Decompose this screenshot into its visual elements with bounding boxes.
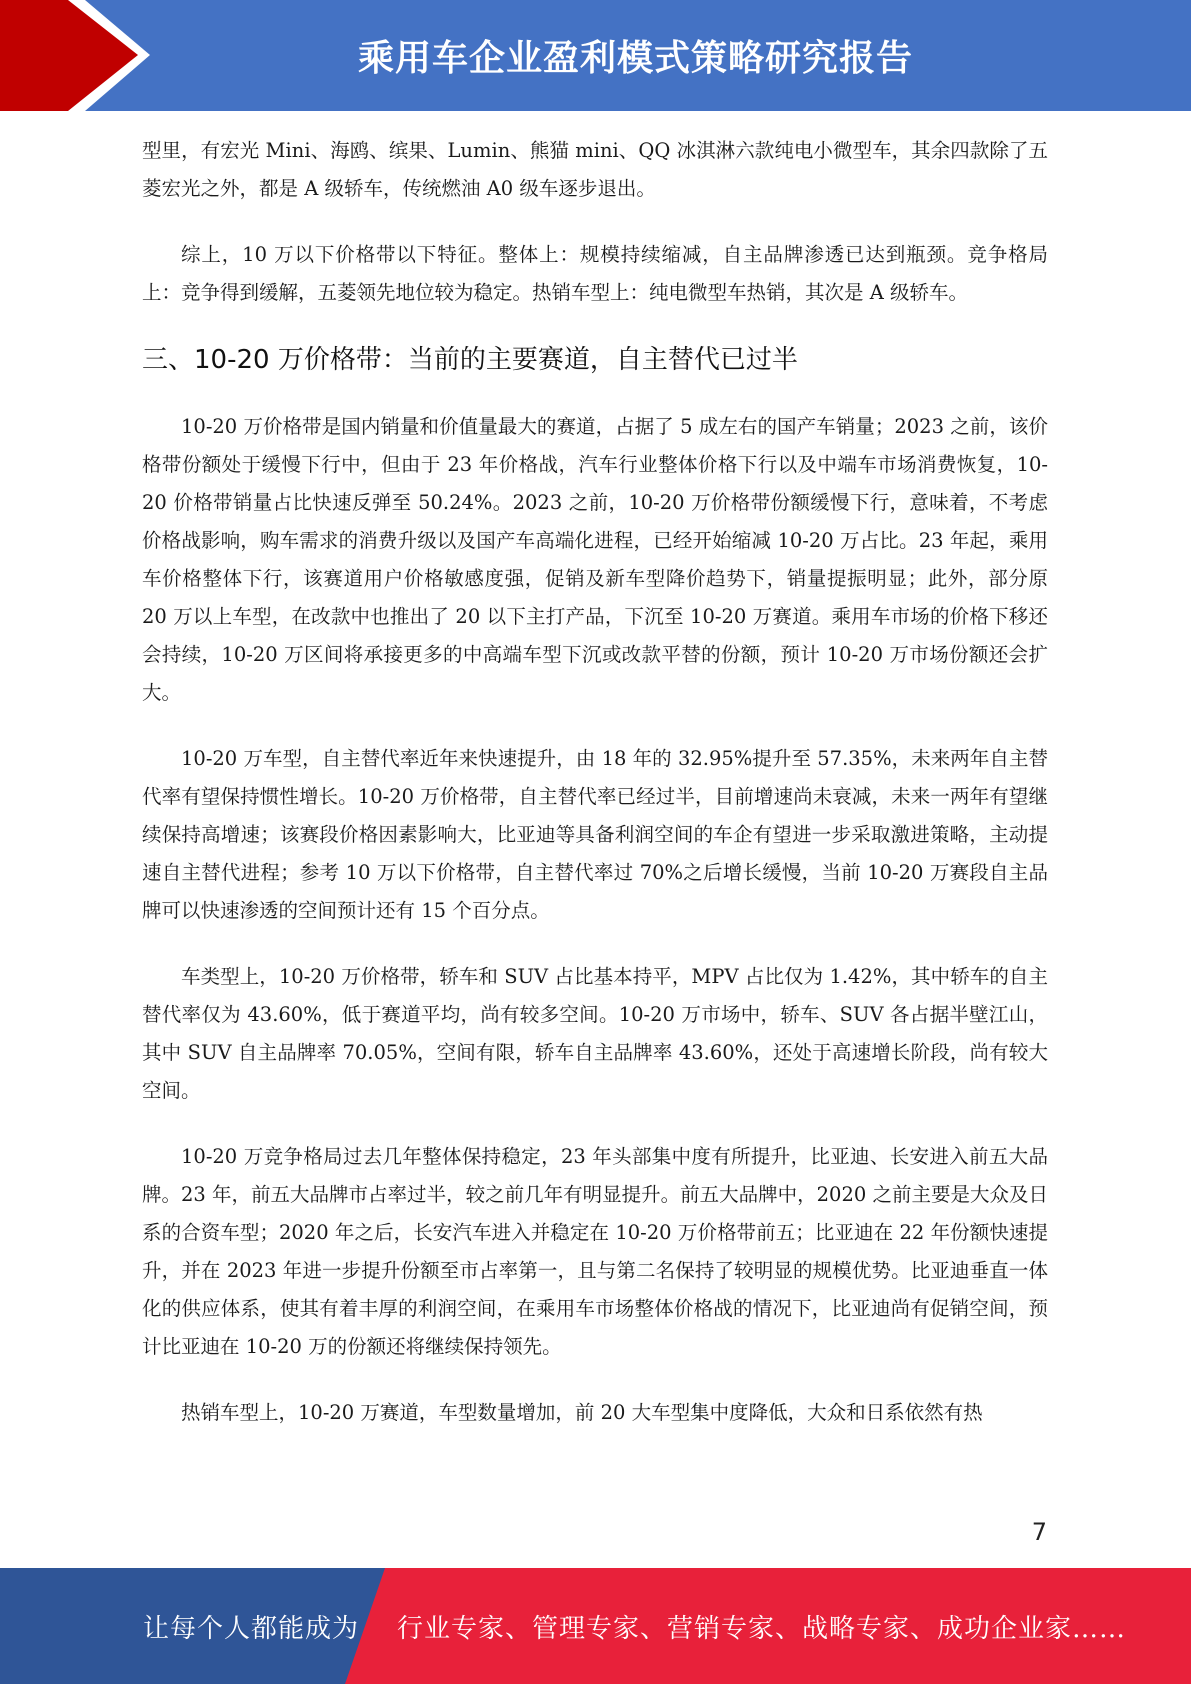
page-number: 7 — [1031, 1518, 1047, 1546]
footer-slogan-right: 行业专家、管理专家、营销专家、战略专家、成功企业家…… — [397, 1613, 1127, 1644]
paragraph-continued: 型里，有宏光 Mini、海鸥、缤果、Lumin、熊猫 mini、QQ 冰淇淋六款纯电小微型车，其余四款除了五菱宏光之外，都是 A 级轿车，传统燃油 A0 级车逐步退出。 — [142, 139, 1048, 200]
paragraph-competition: 10-20 万竞争格局过去几年整体保持稳定，23 年头部集中度有所提升，比亚迪、长安进入前五大品牌。23 年，前五大品牌市占率过半，较之前几年有明显提升。前五大品牌中，2020 之前主要是大众及日系的合资车型；2020 年之后，长安汽车进入并稳定在 10-20 万价格带前五；比亚迪在 22 年份额快速提升，并在 2023 年进一步提升份额至市占率第一，且与第二名保持了较明显的规模优势。比亚迪垂直一体化的供应体系，使其有着丰厚的利润空间，在乘用车市场整体价格战的情况下，比亚迪尚有促销空间，预计比亚迪在 10-20 万的份额还将继续保持领先。 — [142, 1145, 1048, 1358]
page-header — [0, 0, 1191, 111]
paragraph-price-band: 10-20 万价格带是国内销量和价值量最大的赛道，占据了 5 成左右的国产车销量；2023 之前，该价格带份额处于缓慢下行中，但由于 23 年价格战，汽车行业整体价格下行以及中端车市场消费恢复，10-20 价格带销量占比快速反弹至 50.24%。2023 之前，10-20 万价格带份额缓慢下行，意味着，不考虑价格战影响，购车需求的消费升级以及国产车高端化进程，已经开始缩减 10-20 万占比。23 年起，乘用车价格整体下行，该赛道用户价格敏感度强，促销及新车型降价趋势下，销量提振明显；此外，部分原 20 万以上车型，在改款中也推出了 20 以下主打产品，下沉至 10-20 万赛道。乘用车市场的价格下移还会持续，10-20 万区间将承接更多的中高端车型下沉或改款平替的份额，预计 10-20 万市场份额还会扩大。 — [142, 415, 1048, 704]
paragraph-hot-models: 热销车型上，10-20 万赛道，车型数量增加，前 20 大车型集中度降低，大众和日系依然有热 — [181, 1401, 983, 1424]
paragraph-vehicle-type: 车类型上，10-20 万价格带，轿车和 SUV 占比基本持平，MPV 占比仅为 1.42%，其中轿车的自主替代率仅为 43.60%，低于赛道平均，尚有较多空间。10-20 万市场中，轿车、SUV 各占据半壁江山，其中 SUV 自主品牌率 70.05%，空间有限，轿车自主品牌率 43.60%，还处于高速增长阶段，尚有较大空间。 — [142, 965, 1048, 1102]
header-chevron-red — [0, 0, 138, 111]
section-heading: 三、10-20 万价格带：当前的主要赛道，自主替代已过半 — [142, 345, 798, 375]
paragraph-summary: 综上，10 万以下价格带以下特征。整体上：规模持续缩减，自主品牌渗透已达到瓶颈。竞争格局上：竞争得到缓解，五菱领先地位较为稳定。热销车型上：纯电微型车热销，其次是 A 级轿车。 — [142, 243, 1048, 304]
document-body — [142, 132, 1048, 1460]
report-title: 乘用车企业盈利模式策略研究报告 — [357, 38, 913, 79]
paragraph-substitution-rate: 10-20 万车型，自主替代率近年来快速提升，由 18 年的 32.95%提升至 57.35%，未来两年自主替代率有望保持惯性增长。10-20 万价格带，自主替代率已经过半，目前增速尚未衰减，未来一两年有望继续保持高增速；该赛段价格因素影响大，比亚迪等具备利润空间的车企有望进一步采取激进策略，主动提速自主替代进程；参考 10 万以下价格带，自主替代率过 70%之后增长缓慢，当前 10-20 万赛段自主品牌可以快速渗透的空间预计还有 15 个百分点。 — [142, 747, 1048, 922]
page-footer — [0, 1568, 1191, 1684]
footer-slogan-left: 让每个人都能成为 — [143, 1613, 360, 1644]
